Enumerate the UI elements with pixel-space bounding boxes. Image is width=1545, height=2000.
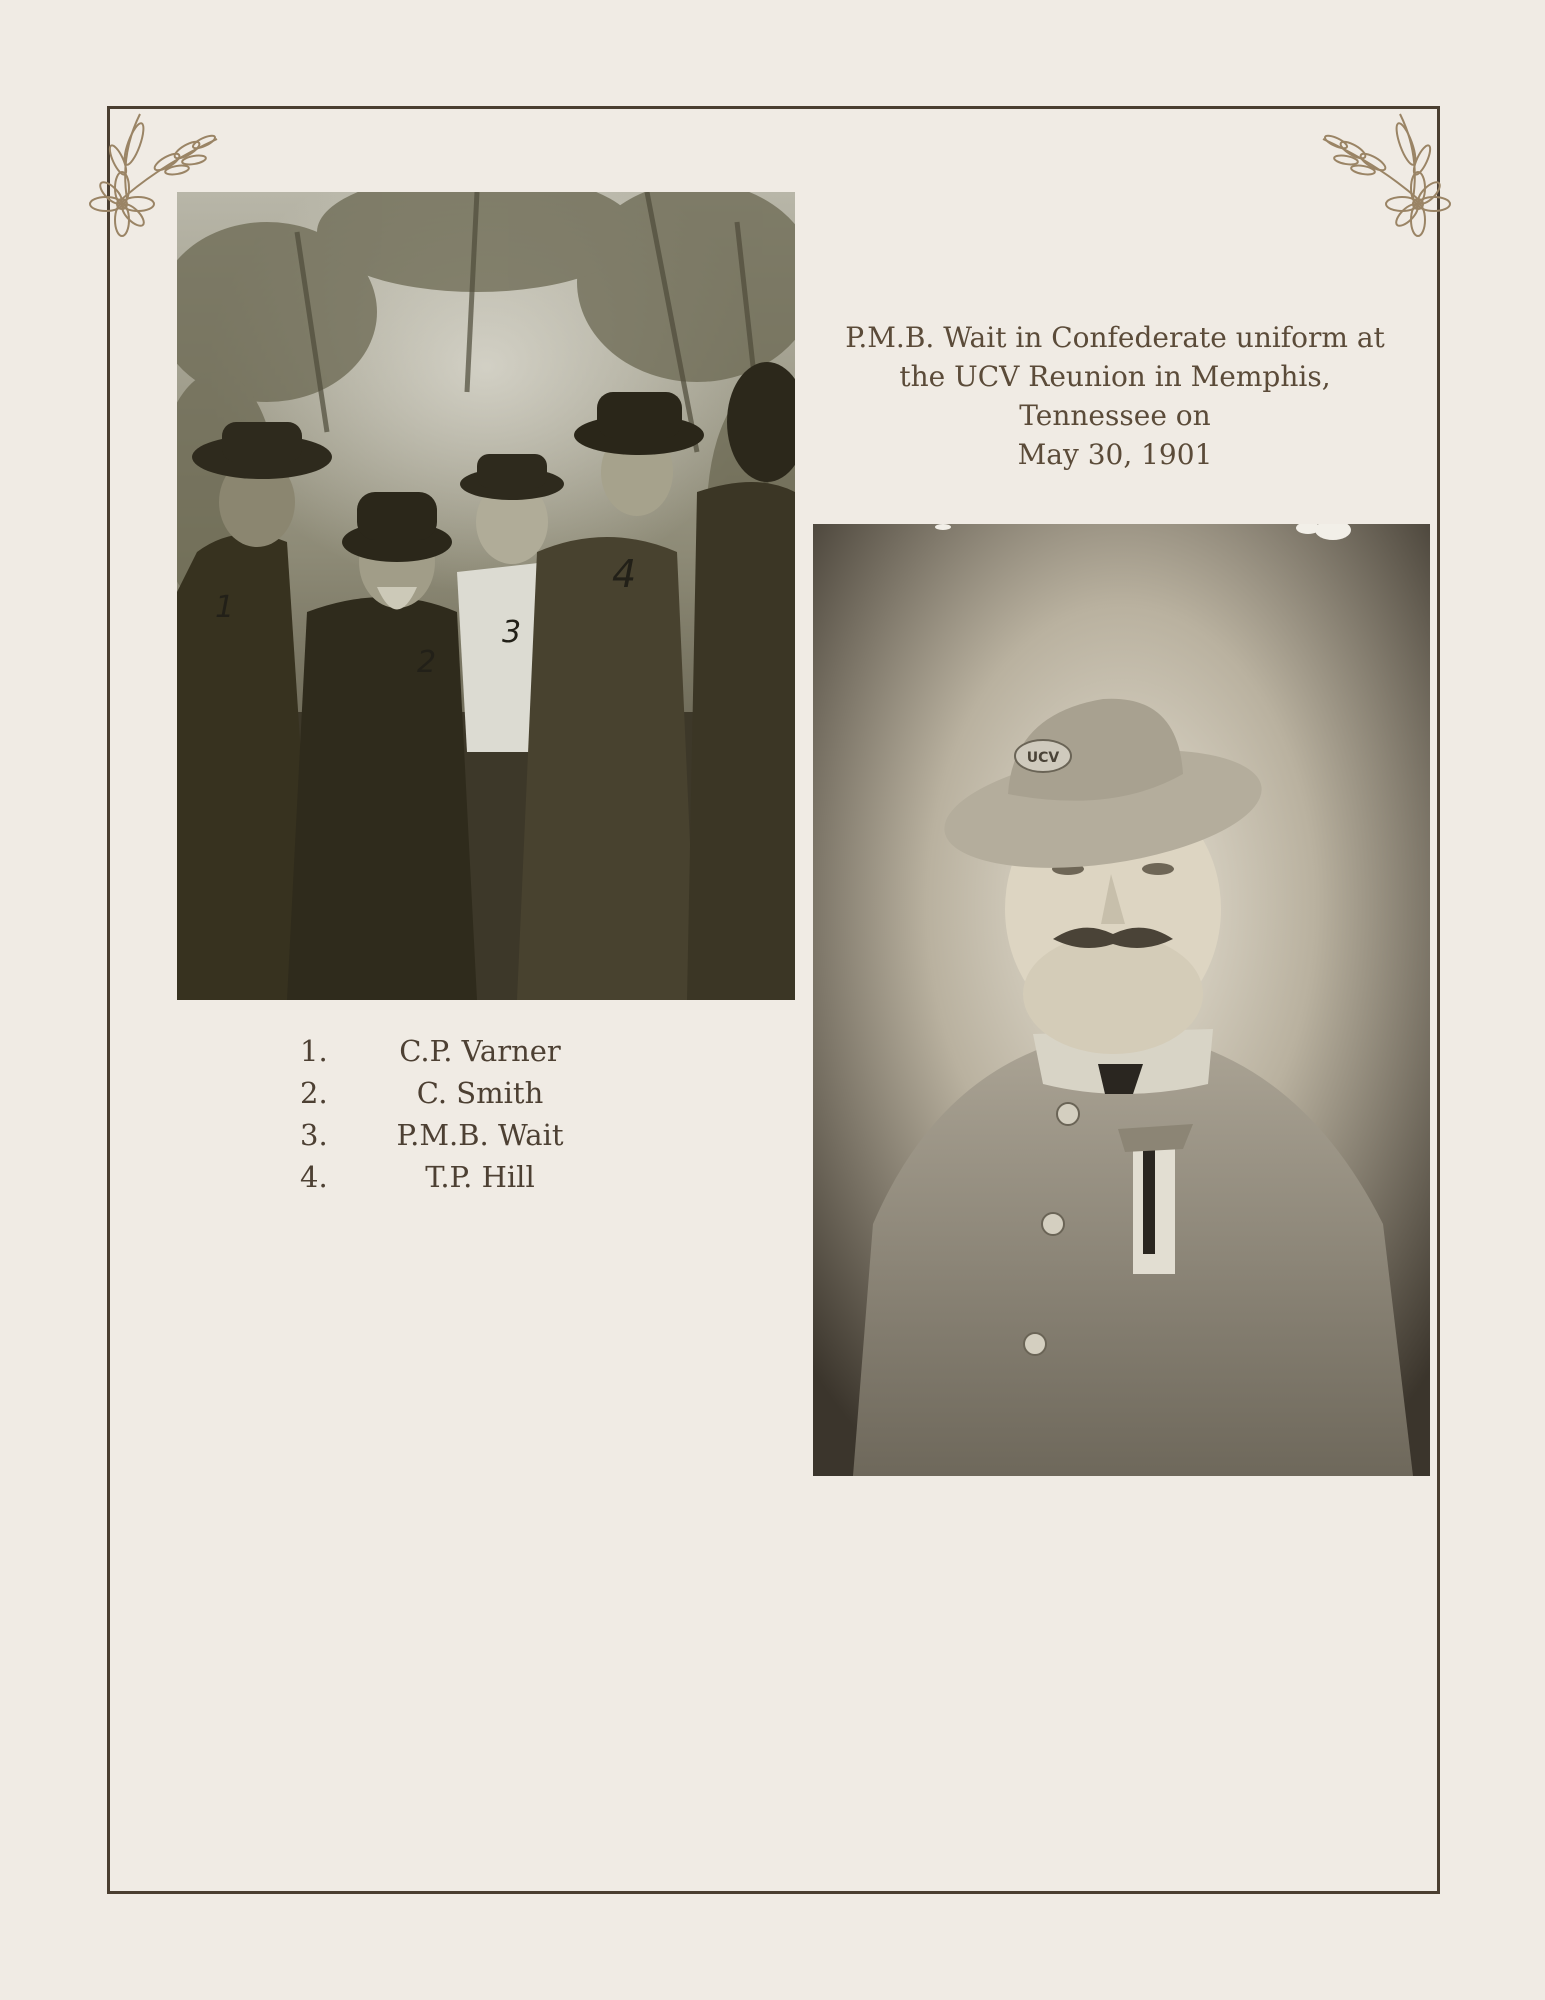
list-item bbox=[300, 1114, 600, 1156]
list-item bbox=[300, 1030, 600, 1072]
photo-annotation-3: 3 bbox=[502, 615, 522, 650]
list-item bbox=[300, 1156, 600, 1198]
legend-name: P.M.B. Wait bbox=[396, 1118, 564, 1152]
legend-number: 4. bbox=[300, 1160, 328, 1194]
legend-name: C.P. Varner bbox=[399, 1034, 561, 1068]
portrait-caption bbox=[835, 318, 1395, 474]
legend-name: T.P. Hill bbox=[425, 1160, 535, 1194]
floral-ornament-icon bbox=[1318, 104, 1458, 244]
photo-annotation-2: 2 bbox=[417, 645, 437, 680]
legend-name: C. Smith bbox=[416, 1076, 544, 1110]
legend-number: 2. bbox=[300, 1076, 328, 1110]
legend-number: 1. bbox=[300, 1034, 328, 1068]
caption-line: the UCV Reunion in Memphis, bbox=[899, 360, 1331, 393]
list-item bbox=[300, 1072, 600, 1114]
photo-annotation-4: 4 bbox=[612, 552, 637, 596]
caption-line: Tennessee on bbox=[1019, 399, 1211, 432]
photo-annotation-1: 1 bbox=[215, 590, 235, 625]
caption-line: P.M.B. Wait in Confederate uniform at bbox=[845, 321, 1385, 354]
hat-badge-text: UCV bbox=[1026, 750, 1060, 766]
caption-line: May 30, 1901 bbox=[1017, 438, 1213, 471]
legend-number: 3. bbox=[300, 1118, 328, 1152]
people-legend bbox=[300, 1030, 600, 1198]
portrait-photo bbox=[813, 524, 1430, 1476]
group-photo bbox=[177, 192, 795, 1000]
